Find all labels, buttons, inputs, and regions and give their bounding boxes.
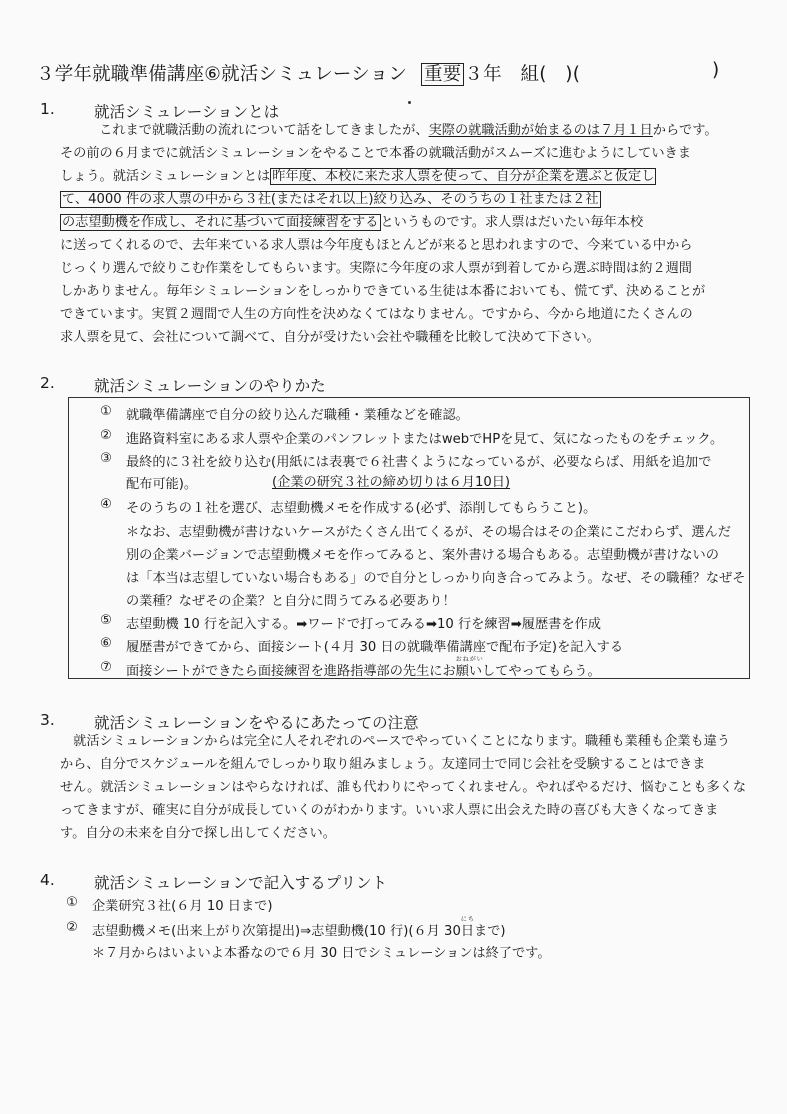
definition-box: て、4000 件の求人票の中から３社(またはそれ以上)絞り込み、そのうちの１社または２社 (62, 192, 599, 207)
scan-dot (408, 101, 411, 104)
document-page: ３学年就職準備講座⑥就活シミュレーション 重要 ３年 組( )( ) 1. 就活シミュレーションとは これまで就職活動の流れについて話をしてきましたが、実際の就職活動が始まるのは７月１日からです。 その前の６月までに就活シミュレーションをやることで本番の就職活動がスムーズに進むようにしていきま しょう。就活シミュレーションとは 昨年度、本校に来た求人票を使って、自分が企業を選ぶと仮定し て、4000 件の求人票の中から３社(またはそれ以上)絞り込み、そのうちの１社または２社 の志望動機を作成し、それに基づいて面接練習をする というものです。求人票はだいたい毎年本校 に送ってくれるので、去年来ている求人票は今年度もほとんどが来ると思われますので、今来ている中から じっくり選んで絞りこむ作業をしてもらいます。実際に今年度の求人票が到着してから選ぶ時間は約２週間 しかありません。毎年シミュレーションをしっかりできている生徒は本番においても、慌てず、決めることが できています。実質２週間で人生の方向性を決めなくてはなりません。ですから、今から地道にたくさんの 求人票を見て、会社について調べて、自分が受けたい会社や職種を比較して決めて下さい。 2. 就活シミュレーションのやりかた ① 就職準備講座で自分の絞り込んだ職種・業種などを確認。 ② 進路資料室にある求人票や企業のパンフレットまたはwebでHPを見て、気になったものをチェック。 ③ 最終的に３社を絞り込む(用紙には表裏で６社書くようになっているが、必要ならば、用紙を追加で 配布可能)。 (企業の研究３社の締め切りは６月10日) ④ そのうちの１社を選び、志望動機メモを作成する(必ず、添削してもらうこと)。 ＊なお、志望動機が書けないケースがたくさん出てくるが、その場合はその企業にこだわらず、選んだ 別の企業バージョンで志望動機メモを作ってみると、案外書ける場合もある。志望動機が書けないの は「本当は志望していない場合もある」ので自分としっかり向き合ってみよう。なぜ、その職種？なぜそ の業種？なぜその企業？と自分に問うてみる必要あり！ ⑤ 志望動機 10 行を記入する。➡ワードで打ってみる➡10 行を練習➡履歴書を作成 ⑥ 履歴書ができてから、面接シート(４月 30 日の就職準備講座で配布予定)を記入する ⑦ 面接シートができたら面接練習を進路指導部の先生にお おねがい 願いしてやってもらう。 3. 就活シミュレーションをやるにあたっての注意 就活シミュレーションからは完全に人それぞれのペースでやっていくことになります。職種も業種も企業も違う から、自分でスケジュールを組んでしっかり取り組みましょう。友達同士で同じ会社を受験することはできま せん。就活シミュレーションはやらなければ、誰も代わりにやってくれません。やればやるだけ、悩むことも多くな ってきますが、確実に自分が成長していくのがわかります。いい求人票に出会えた時の喜びも大きくなってきま す。自分の未来を自分で探し出してください。 4. 就活シミュレーションで記入するプリント ① 企業研究３社(６月 10 日まで) ② 志望動機メモ(出来上がり次第提出)⇒志望動機(10 行)(６月 30 にち 日まで) ＊７月からはいよいよ本番なので６月 30 日でシミュレーションは終了です。 (0, 0, 787, 1114)
section-1-line: しょう。就活シミュレーションとは 昨年度、本校に来た求人票を使って、自分が企業を選ぶと仮定し (60, 169, 655, 184)
page-title (36, 60, 720, 86)
start-date-highlight: 実際の就職活動が始まるのは７月１日 (428, 123, 653, 138)
section-3-line: す。自分の未来を自分で探し出してください。 (60, 826, 336, 841)
section-1-line: の志望動機を作成し、それに基づいて面接練習をする というものです。求人票はだいたい毎年本校 (62, 215, 644, 230)
section-1-line (60, 189, 601, 210)
furigana: おねがい 願 (455, 656, 484, 679)
section-3-line: から、自分でスケジュールを組んでしっかり取り組みましょう。友達同士で同じ会社を受験することはできま (60, 757, 706, 772)
section-3-line: ってきますが、確実に自分が成長していくのがわかります。いい求人票に出会えた時の喜びも大きくなってきま (60, 803, 719, 818)
title-main: ３学年就職準備講座⑥就活シミュレーション (36, 64, 407, 85)
important-badge: 重要 (421, 63, 464, 86)
class-field: ３年 組( )( (464, 64, 581, 85)
section-1-line: できています。実質２週間で人生の方向性を決めなくてはなりません。ですから、今から地道にたくさんの (60, 307, 693, 322)
definition-box: の志望動機を作成し、それに基づいて面接練習をする (62, 215, 379, 230)
section-3-line: せん。就活シミュレーションはやらなければ、誰も代わりにやってくれません。やればやるだけ、悩むことも多くな (60, 780, 747, 795)
section-3-line: 就活シミュレーションからは完全に人それぞれのペースでやっていくことになります。職種も業種も企業も違う (60, 734, 731, 749)
furigana: にち 日 (460, 916, 475, 939)
section-1-line: しかありません。毎年シミュレーションをしっかりできている生徒は本番においても、慌てず、決めることが (60, 284, 706, 299)
section-1-line: 求人票を見て、会社について調べて、自分が受けたい会社や職種を比較して決めて下さい。 (60, 330, 600, 345)
definition-box: 昨年度、本校に来た求人票を使って、自分が企業を選ぶと仮定し (272, 169, 655, 184)
section-1-line: これまで就職活動の流れについて話をしてきましたが、実際の就職活動が始まるのは７月１日からです。 (86, 123, 718, 138)
deadline-note: (企業の研究３社の締め切りは６月10日) (272, 475, 511, 490)
end-note: ＊７月からはいよいよ本番なので６月 30 日でシミュレーションは終了です。 (92, 946, 551, 961)
section-1-line: その前の６月までに就活シミュレーションをやることで本番の就職活動がスムーズに進むようにしていきま (60, 146, 691, 161)
section-1-line: じっくり選んで絞りこむ作業をしてもらいます。実際に今年度の求人票が到着してから選ぶ時間は約２週間 (60, 261, 692, 276)
section-1-line: に送ってくれるので、去年来ている求人票は今年度もほとんどが来ると思われますので、今来ている中から (60, 238, 693, 253)
name-field-close: ) (712, 60, 720, 81)
